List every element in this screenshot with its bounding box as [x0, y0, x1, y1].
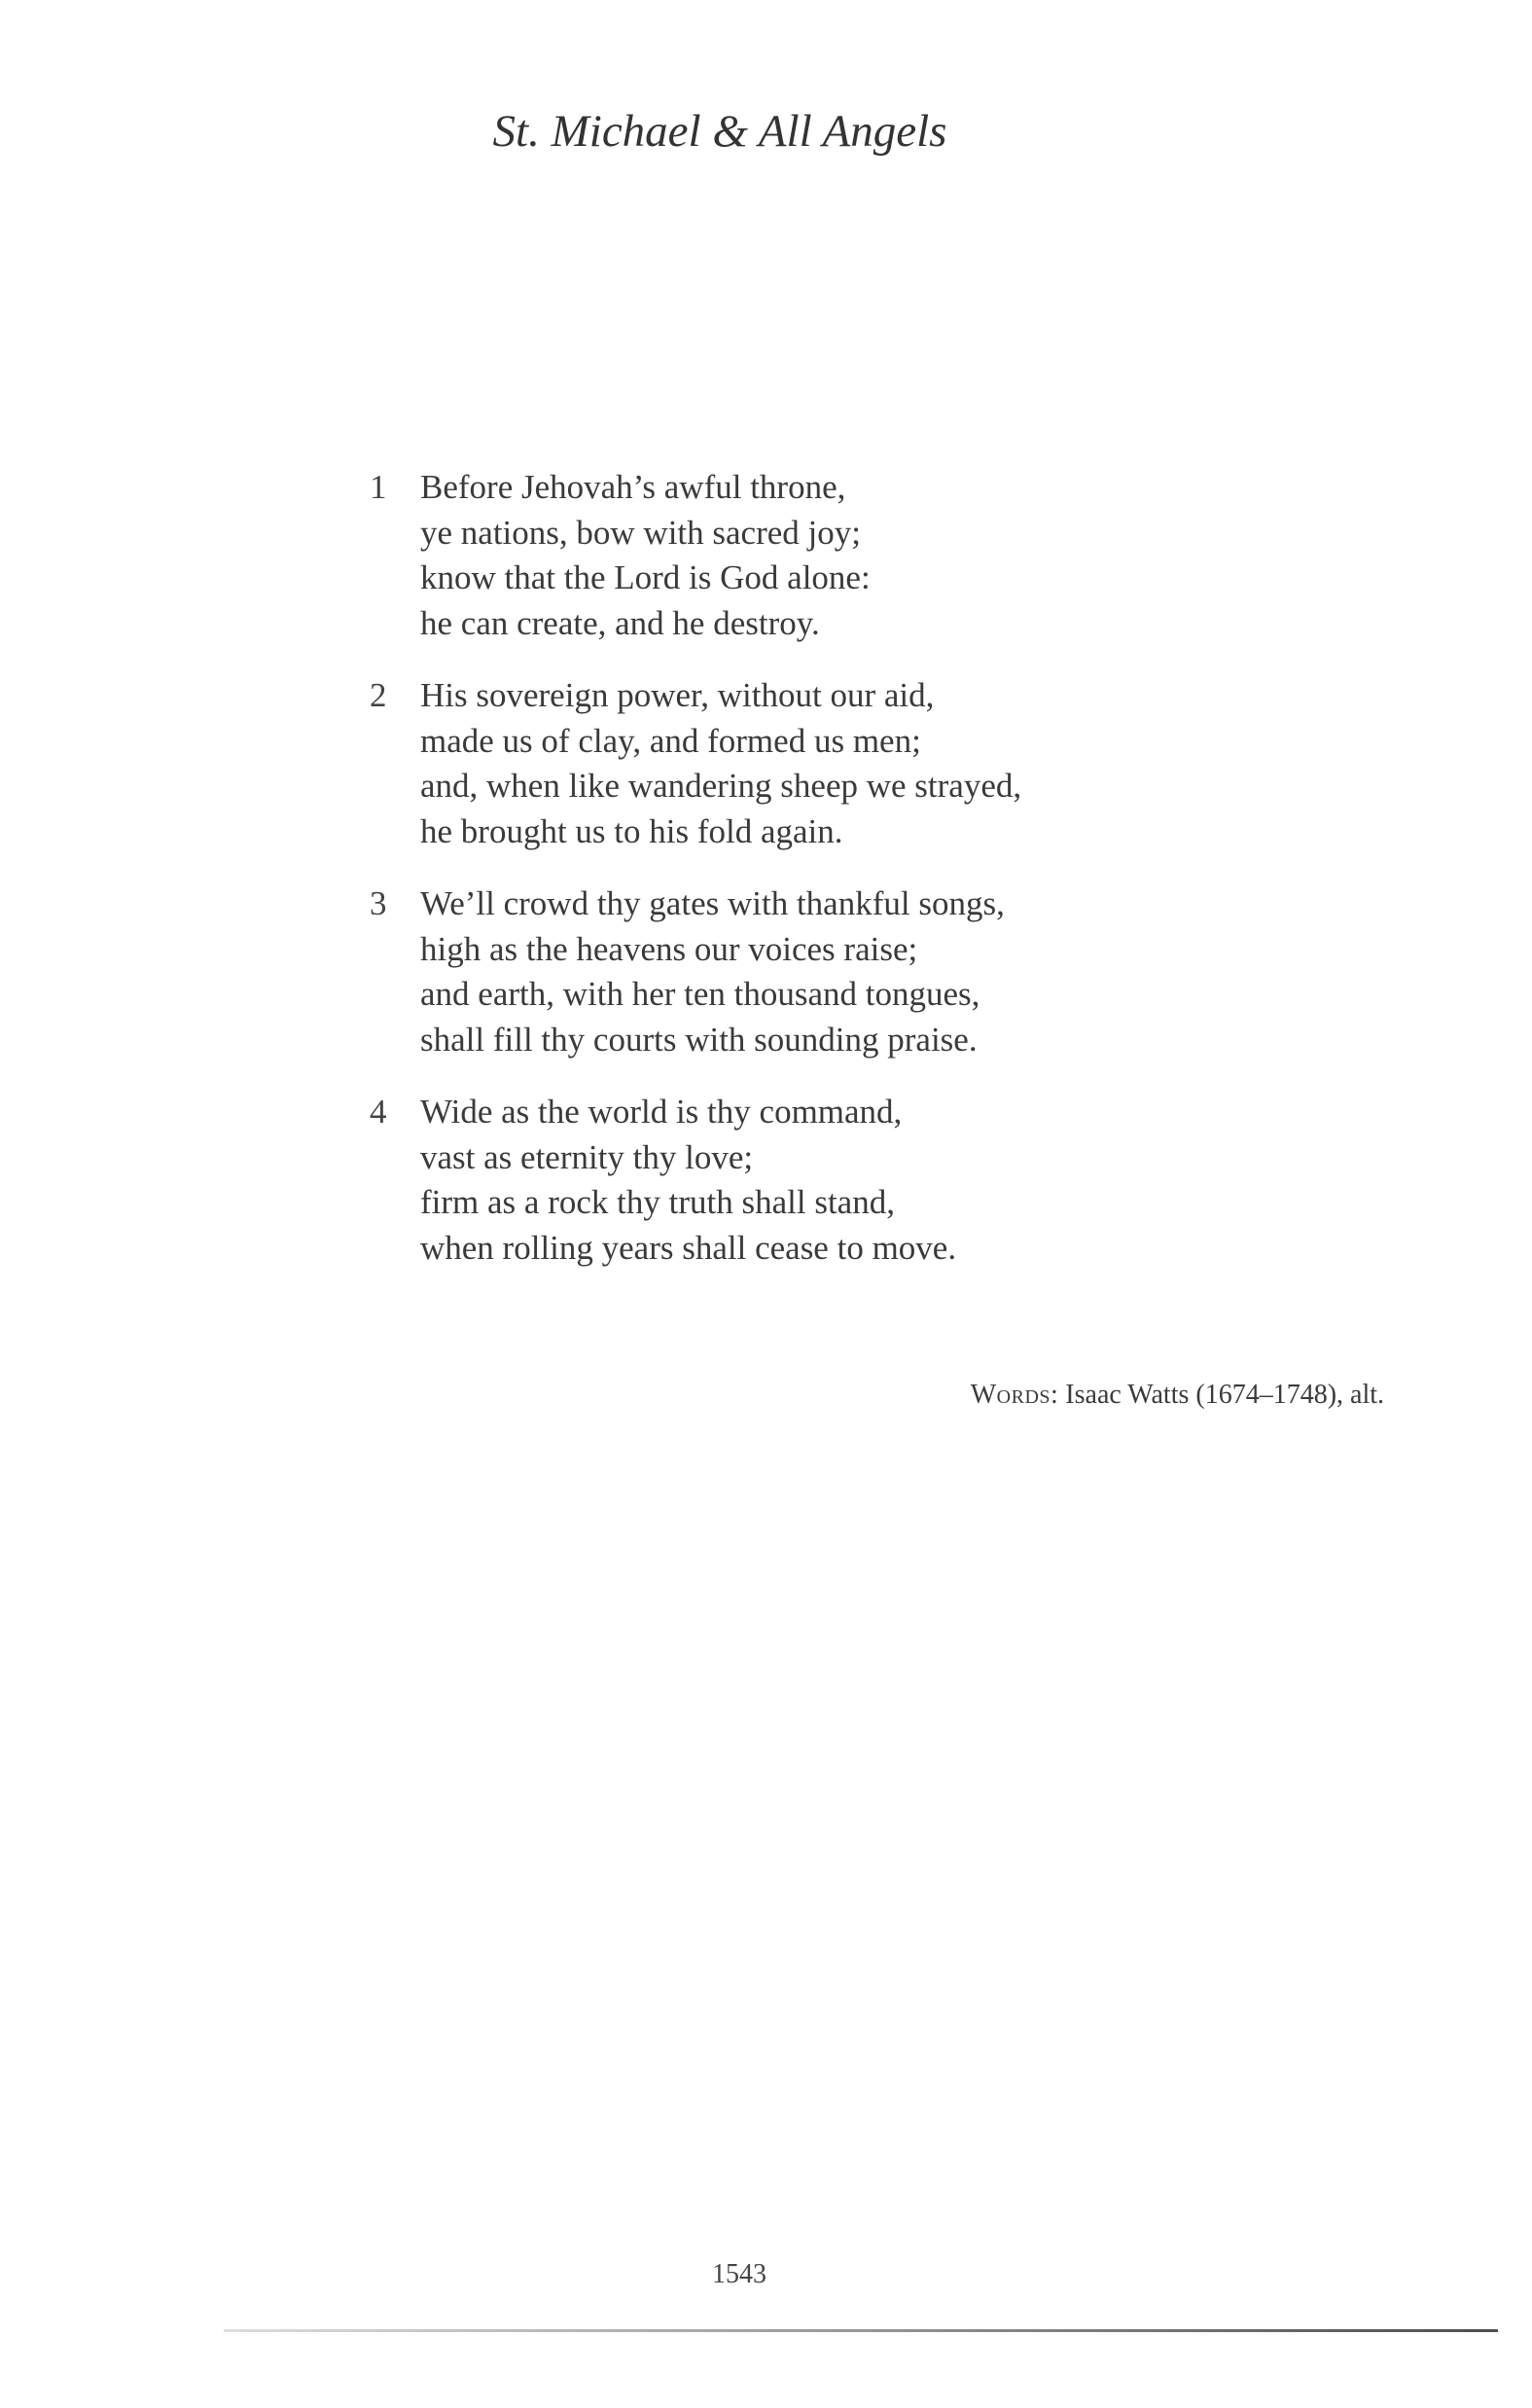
- stanza-line: ye nations, bow with sacred joy;: [420, 513, 861, 552]
- stanza-line: vast as eternity thy love;: [420, 1137, 754, 1176]
- stanza-line: high as the heavens our voices raise;: [420, 929, 918, 968]
- stanza-line: he can create, and he destroy.: [420, 603, 820, 642]
- stanza-line: His sovereign power, without our aid,: [420, 676, 935, 714]
- stanza-line: Wide as the world is thy command,: [420, 1093, 903, 1131]
- words-credit: [971, 1380, 1384, 1411]
- page-title: St. Michael & All Angels: [492, 106, 947, 157]
- bottom-rule: [224, 2329, 1498, 2332]
- stanza-line: he brought us to his fold again.: [420, 811, 843, 850]
- stanza-line: We’ll crowd thy gates with thankful songs,: [420, 884, 1005, 922]
- stanza-number: 1: [370, 468, 387, 506]
- credit-label: Words:: [970, 1380, 1059, 1410]
- credit-text: Isaac Watts (1674–1748), alt.: [1065, 1380, 1384, 1410]
- stanza-3: [370, 881, 1245, 1062]
- stanza-4: [370, 1090, 1245, 1271]
- stanza-2: [370, 673, 1245, 854]
- page-number: 1543: [712, 2259, 766, 2289]
- stanza-line: and, when like wandering sheep we strayed,: [420, 767, 1022, 805]
- stanza-line: Before Jehovah’s awful throne,: [420, 468, 846, 506]
- stanza-line: made us of clay, and formed us men;: [420, 721, 921, 760]
- hymn-text: [370, 465, 1245, 1298]
- stanza-line: shall fill thy courts with sounding praise.: [420, 1020, 978, 1059]
- stanza-line: and earth, with her ten thousand tongues,: [420, 975, 980, 1013]
- stanza-number: 4: [370, 1093, 387, 1131]
- stanza-number: 3: [370, 884, 387, 922]
- stanza-line: when rolling years shall cease to move.: [420, 1228, 957, 1267]
- stanza-line: know that the Lord is God alone:: [420, 558, 871, 596]
- stanza-number: 2: [370, 676, 387, 714]
- stanza-line: firm as a rock thy truth shall stand,: [420, 1183, 895, 1221]
- stanza-1: [370, 465, 1245, 646]
